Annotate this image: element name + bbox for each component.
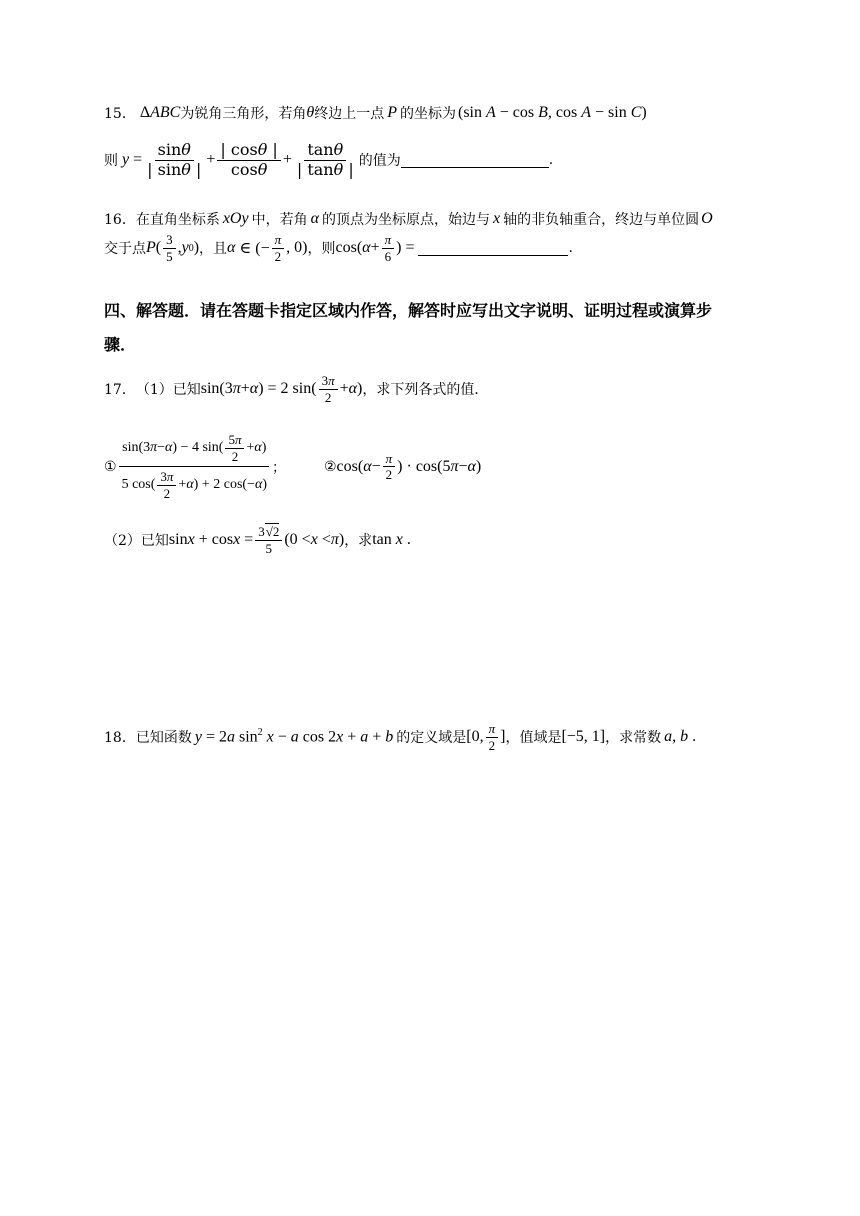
q15-text-c: 一点 <box>356 106 385 122</box>
section4-heading-line2: 骤． <box>104 335 137 354</box>
q17-item1-fraction: sin(3 π − α ) − 4 sin( $\frac{5\pi}{2}$ + α ) 5 cos( $\frac{3\pi}{2}$ + α ) + 2 cos(− α ) <box>119 433 270 501</box>
q15-answer-blank <box>401 153 549 168</box>
q17-item2-expr: cos( α − $\frac{\pi}{2}$ ) · cos(5 π − α ) <box>336 450 482 483</box>
q17-items <box>104 433 481 501</box>
q15-frac3: $\frac{\tan\theta}{| \tan\theta |}$ <box>296 140 354 179</box>
q18-function-expr: y = 2a $\sin^2 x - a$ cos 2x + a + b <box>194 727 394 746</box>
q18-text-a: 已知函数 <box>135 730 192 747</box>
q15-triangle-expr: ΔABC <box>139 104 181 121</box>
q16-answer-blank <box>418 241 568 256</box>
q16-text-d: 轴的非负轴重合，终边与单位圆 <box>503 212 700 228</box>
q15-y-expr: y <box>122 151 130 169</box>
q16-x: x <box>493 210 501 227</box>
q18-constants: a, b <box>664 728 689 746</box>
q17-part2-mid: ，求 <box>344 533 373 550</box>
q18-text-d: ，求常数 <box>605 730 662 747</box>
q17-part2-target: tan x . <box>372 531 411 549</box>
q17-item1-sep: ； <box>271 459 286 476</box>
q15-line2-suffix: 的值为 <box>358 153 401 170</box>
q15-text-b: 终边上 <box>314 106 357 122</box>
q16-line1 <box>104 209 713 229</box>
q16-cos-expr: cos( α + $\frac{\pi}{6}$ ) = <box>335 232 415 264</box>
q16-o: O <box>701 210 713 227</box>
q17-part2-label: （2）已知 <box>104 533 169 550</box>
section4-heading-line1: 四、解答题．请在答题卡指定区域内作答，解答时应写出文字说明、证明过程或演算步 <box>104 301 713 320</box>
q17-part1-suffix: ，求下列各式的值． <box>362 382 489 399</box>
q18-line: 18． 已知函数 y = 2a $\sin^2 x - a$ cos 2x + a + b 的定义域是 [0, $\frac{\pi}{2}$ ] ，值域是 [−5, 1] ，求常数 a, b . <box>104 721 697 753</box>
q15-line2-prefix: 则 <box>104 153 118 170</box>
q15-text-a: 为锐角三角形，若角 <box>180 106 307 122</box>
q16-alpha: α <box>310 210 319 227</box>
q16-alpha-range: α ∈ (− $\frac{\pi}{2}$ , 0) <box>227 232 308 264</box>
q18-number: 18． <box>104 730 136 747</box>
q15-text-d: 的坐标为 <box>399 106 456 122</box>
q15-line1 <box>104 103 647 123</box>
q17-given-expr: sin(3 π + α ) = 2 sin( $\frac{3\pi}{2}$ + α ) <box>200 373 363 405</box>
q15-frac2: $\frac{| \cos\theta |}{\cos\theta}$ <box>217 142 280 179</box>
q18-range-expr: [−5, 1] <box>561 728 606 746</box>
q17-number: 17． <box>104 382 136 399</box>
q18-domain-expr: [0, $\frac{\pi}{2}$ ] <box>466 721 506 753</box>
q16-number: 16． <box>104 212 136 228</box>
q16-text-c: 的顶点为坐标原点，始边与 <box>322 212 490 228</box>
q16-text-b: 中，若角 <box>251 212 308 228</box>
q15-point-p: P <box>387 104 397 121</box>
q15-line2: 则 y = $\frac{\sin\theta}{| \sin\theta |}$ + $\frac{| \cos\theta |}{\cos\theta}$ + $\frac{\tan\theta}{| \tan\theta |}$ 的值为 . <box>104 140 554 179</box>
q17-part1-label: （1）已知 <box>135 382 201 399</box>
q16-text-a: 在直角坐标系 <box>135 212 220 228</box>
q16-line2-mid1: ，且 <box>199 241 228 258</box>
q16-point-expr: P ( $\frac{3}{5}$ , y 0 ) <box>146 232 200 264</box>
q16-xoy: xOy <box>222 210 249 227</box>
q17-item1-marker: ① <box>104 458 117 475</box>
q17-part2 <box>104 525 411 555</box>
q15-frac1: $\frac{\sin\theta}{| \sin\theta |}$ <box>147 140 202 179</box>
q18-text-c: ，值域是 <box>505 730 562 747</box>
q15-number: 15． <box>104 106 136 122</box>
q17-part2-expr: sin x + cos x = $\frac{3√2}{5}$ (0 < x < π ) <box>168 524 345 556</box>
q15-coordinates: (sin A − cos B, cos A − sin C) <box>457 104 647 121</box>
q16-line2: 交于点 P ( $\frac{3}{5}$ , y 0 ) ，且 α ∈ (− $\frac{\pi}{2}$ , 0) ，则 cos( α + $\frac{\pi}{6}$ ) = . <box>104 232 573 264</box>
q18-text-b: 的定义域是 <box>396 730 467 747</box>
q17-line1 <box>104 374 488 404</box>
q15-theta: θ <box>306 104 315 121</box>
q16-line2-prefix: 交于点 <box>104 241 146 258</box>
q16-line2-mid2: ，则 <box>307 241 336 258</box>
q17-item2-marker: ② <box>323 458 337 475</box>
